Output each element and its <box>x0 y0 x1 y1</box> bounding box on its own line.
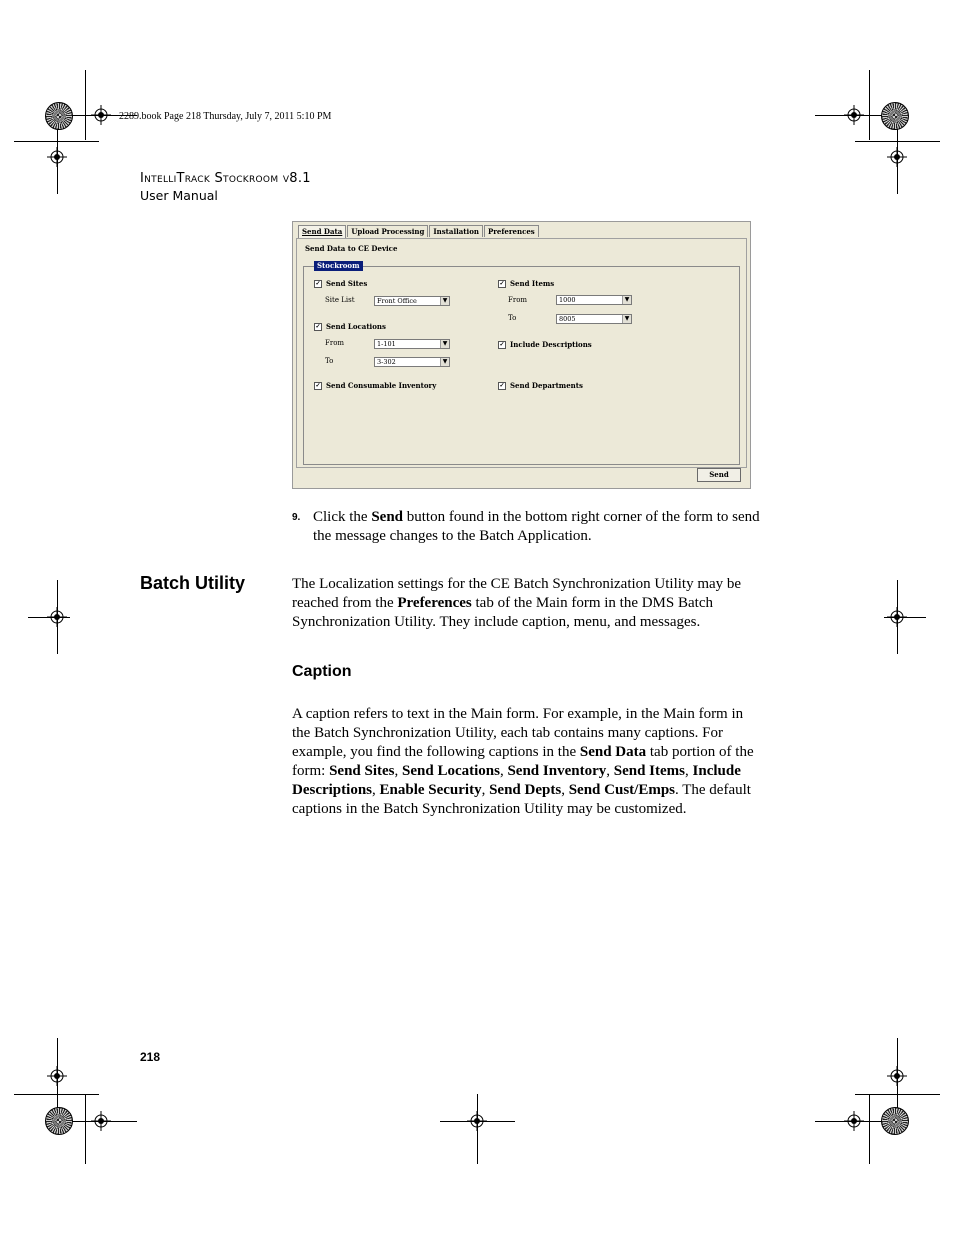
send-items-label: Send Items <box>510 279 555 288</box>
header-title-text: IntelliTrack Stockroom v8.1 <box>140 171 311 186</box>
section-text-part: The Localization settings for the CE Batch Synchronization Utility may be reached from the <box>292 576 742 611</box>
section-text-bold: Preferences <box>397 595 472 611</box>
check-icon: ✓ <box>315 322 321 330</box>
chevron-down-icon: ▼ <box>440 297 449 305</box>
step-text-part: button found in the bottom right corner of the form to send the message changes to the Batch Application. <box>313 509 760 544</box>
send-sites-label: Send Sites <box>326 279 368 288</box>
include-descriptions-checkbox[interactable] <box>498 340 592 349</box>
send-consumable-checkbox[interactable] <box>314 381 436 390</box>
check-icon: ✓ <box>499 381 505 389</box>
group-title: Stockroom <box>314 261 363 271</box>
caption-bold: Send Data <box>579 744 647 760</box>
caption-text: A caption refers to text in the Main form. For example, in the Main form in the Batch Synchronization Utility, each tab contains many captions. For example, you find the following captions in the <box>292 706 744 760</box>
location-to-label: To <box>325 357 334 365</box>
chevron-down-icon: ▼ <box>622 296 631 304</box>
registration-target-icon <box>887 607 907 627</box>
registration-target-icon <box>467 1111 487 1131</box>
step-number: 9. <box>292 512 301 523</box>
location-from-dropdown[interactable] <box>374 339 450 349</box>
items-to-value: 8005 <box>559 315 576 323</box>
running-header-title <box>140 171 311 186</box>
caption-text: , <box>499 763 508 779</box>
caption-bold: Send Locations <box>402 763 500 779</box>
send-items-checkbox[interactable] <box>498 279 554 288</box>
location-from-value: 1-101 <box>377 340 396 348</box>
caption-bold: Send Inventory <box>507 763 607 779</box>
tab-upload-processing[interactable]: Upload Processing <box>347 225 428 237</box>
items-from-label: From <box>508 296 528 304</box>
send-sites-checkbox[interactable] <box>314 279 367 288</box>
registration-target-icon <box>47 147 67 167</box>
registration-dial-icon <box>881 102 909 130</box>
tab-send-data[interactable]: Send Data <box>298 225 346 238</box>
caption-bold: Send Items <box>613 763 686 779</box>
items-from-value: 1000 <box>559 296 576 304</box>
items-to-label: To <box>508 314 517 322</box>
site-list-value: Front Office <box>377 297 417 305</box>
send-consumable-label: Send Consumable Inventory <box>326 381 437 390</box>
section-text-part: tab of the Main form in the DMS Batch Synchronization Utility. They include caption, menu, and messages. <box>292 595 713 630</box>
caption-bold: Enable Security <box>379 782 482 798</box>
registration-dial-icon <box>881 1107 909 1135</box>
location-to-value: 3-302 <box>377 358 396 366</box>
registration-target-icon <box>887 147 907 167</box>
caption-text: , <box>685 763 693 779</box>
registration-target-icon <box>47 607 67 627</box>
send-button[interactable]: Send <box>697 468 741 482</box>
registration-target-icon <box>91 1111 111 1131</box>
print-slug: 2289.book Page 218 Thursday, July 7, 2011 5:10 PM <box>119 111 332 122</box>
check-icon: ✓ <box>499 279 505 287</box>
chevron-down-icon: ▼ <box>622 315 631 323</box>
caption-bold: Send Cust/Emps <box>568 782 675 798</box>
check-icon: ✓ <box>499 340 505 348</box>
items-to-dropdown[interactable] <box>556 314 632 324</box>
step-text-bold: Send <box>371 509 404 525</box>
caption-text: . The default captions in the Batch Synchronization Utility may be customized. <box>292 782 751 817</box>
site-list-label: Site List <box>325 296 355 304</box>
location-to-dropdown[interactable] <box>374 357 450 367</box>
send-locations-checkbox[interactable] <box>314 322 386 331</box>
location-from-label: From <box>325 339 345 347</box>
caption-text: , <box>481 782 490 798</box>
tab-strip <box>298 225 540 238</box>
step-text <box>313 508 763 546</box>
caption-text: , <box>394 763 403 779</box>
tab-preferences[interactable]: Preferences <box>484 225 539 237</box>
send-locations-label: Send Locations <box>326 322 386 331</box>
send-data-form-screenshot <box>292 221 751 489</box>
tab-installation[interactable]: Installation <box>429 225 483 237</box>
registration-target-icon <box>844 105 864 125</box>
caption-text: tab portion of the form: <box>292 744 754 779</box>
caption-heading: Caption <box>292 663 352 680</box>
chevron-down-icon: ▼ <box>440 340 449 348</box>
send-departments-label: Send Departments <box>510 381 583 390</box>
panel-title: Send Data to CE Device <box>305 244 398 253</box>
page-number: 218 <box>140 1050 161 1064</box>
caption-text: , <box>561 782 569 798</box>
registration-target-icon <box>844 1111 864 1131</box>
registration-target-icon <box>91 105 111 125</box>
caption-bold: Send Sites <box>329 763 395 779</box>
registration-target-icon <box>47 1066 67 1086</box>
caption-text: , <box>372 782 380 798</box>
caption-paragraph <box>292 705 764 819</box>
caption-text: , <box>606 763 614 779</box>
include-descriptions-label: Include Descriptions <box>510 340 592 349</box>
send-departments-checkbox[interactable] <box>498 381 583 390</box>
check-icon: ✓ <box>315 279 321 287</box>
registration-dial-icon <box>45 102 73 130</box>
items-from-dropdown[interactable] <box>556 295 632 305</box>
step-text-part: Click the <box>313 509 372 525</box>
registration-target-icon <box>887 1066 907 1086</box>
caption-bold: Include Descriptions <box>292 763 741 798</box>
caption-bold: Send Depts <box>489 782 562 798</box>
site-list-dropdown[interactable] <box>374 296 450 306</box>
registration-dial-icon <box>45 1107 73 1135</box>
section-heading: Batch Utility <box>140 573 246 593</box>
chevron-down-icon: ▼ <box>440 358 449 366</box>
check-icon: ✓ <box>315 381 321 389</box>
section-paragraph <box>292 575 764 632</box>
running-header-subtitle: User Manual <box>140 188 218 203</box>
